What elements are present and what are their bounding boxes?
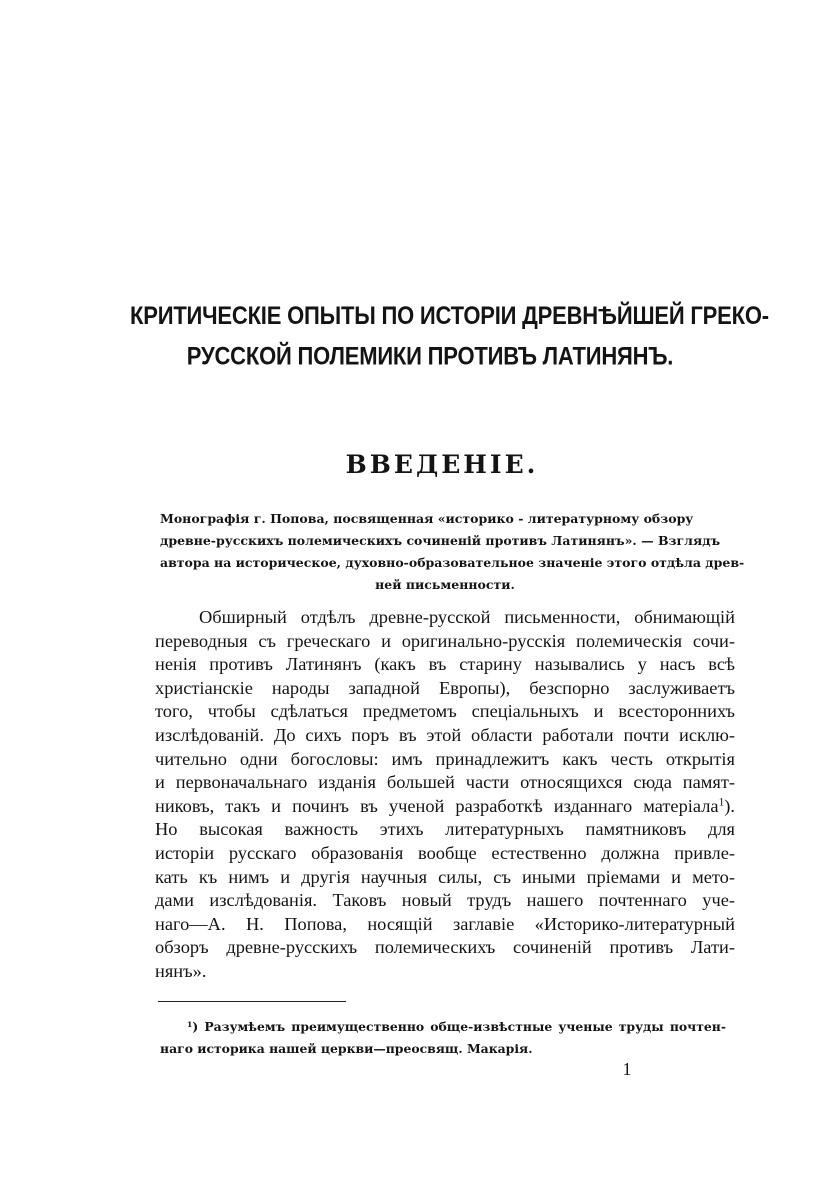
body-line-with-footnote-ref: [155, 795, 735, 819]
body-line: чительно одни богословы: имъ принадлежитъ какъ честь открытія: [155, 748, 735, 769]
abstract-line: автора на историческое, духовно-образовательное значеніе этого отдѣла древ-: [160, 555, 745, 570]
footnote-divider: [158, 1001, 346, 1002]
body-line: Но высокая важность этихъ литературныхъ памятниковъ для: [155, 819, 735, 840]
title-line-2: РУССКОЙ ПОЛЕМИКИ ПРОТИВЪ ЛАТИНЯНЪ.: [186, 341, 674, 370]
footnote-line: [160, 1016, 726, 1038]
abstract-line: древне-русскихъ полемическихъ сочиненій противъ Латинянъ». — Взглядъ: [160, 533, 721, 548]
body-line-text: никовъ, такъ и починъ въ ученой разработкѣ изданнаго матеріала: [155, 795, 719, 816]
abstract-line: Монографія г. Попова, посвященная «историко - литературному обзору: [160, 511, 694, 526]
body-line: и первоначальнаго изданія большей части относящихся сюда памят-: [155, 772, 735, 793]
body-line: кать къ нимъ и другія научныя силы, съ иными пріемами и мето-: [155, 866, 735, 887]
title-line-1: КРИТИЧЕСКІЕ ОПЫТЫ ПО ИСТОРІИ ДРЕВНѢЙШЕЙ ГРЕКО-: [130, 301, 769, 330]
body-line: изслѣдованій. До сихъ поръ въ этой области работали почти исклю-: [155, 724, 735, 745]
document-title: [130, 296, 769, 377]
body-line: нянъ».: [155, 960, 207, 981]
section-heading: ВВЕДЕНІЕ.: [345, 450, 539, 479]
footnote-line: наго историка нашей церкви—преосвящ. Макарія.: [160, 1041, 533, 1056]
body-line: того, чтобы сдѣлаться предметомъ спеціальныхъ и всестороннихъ: [155, 701, 735, 722]
footnote: [160, 1016, 726, 1060]
footnote-reference-tail: ).: [724, 795, 735, 816]
body-line: Обширный отдѣлъ древне-русской письменности, обнимающій: [199, 607, 735, 627]
body-line: исторіи русскаго образованія вообще естественно должна привле-: [155, 842, 735, 863]
page-number: 1: [622, 1059, 632, 1079]
body-paragraph: [155, 606, 735, 984]
body-line: ненія противъ Латинянъ (какъ въ старину назывались у насъ всѣ: [155, 654, 735, 675]
body-line: христіанскіе народы западной Европы), безспорно заслуживаетъ: [155, 677, 735, 698]
body-line: обзоръ древне-русскихъ полемическихъ сочиненій противъ Лати-: [155, 937, 735, 958]
body-line: дами изслѣдованія. Таковъ новый трудъ нашего почтеннаго уче-: [155, 890, 735, 911]
body-line: наго—А. Н. Попова, носящій заглавіе «Историко-литературный: [155, 913, 735, 934]
abstract-line: ней письменности.: [375, 577, 515, 592]
footnote-text: ) Разумѣемъ преимущественно обще-извѣстные ученые труды почтен-: [192, 1019, 726, 1034]
footnote-reference: 1: [718, 796, 725, 809]
body-line: переводныя съ греческаго и оригинально-русскія полемическія сочи-: [155, 630, 735, 651]
chapter-abstract: [160, 508, 745, 596]
footnote-marker: 1: [187, 1019, 193, 1029]
